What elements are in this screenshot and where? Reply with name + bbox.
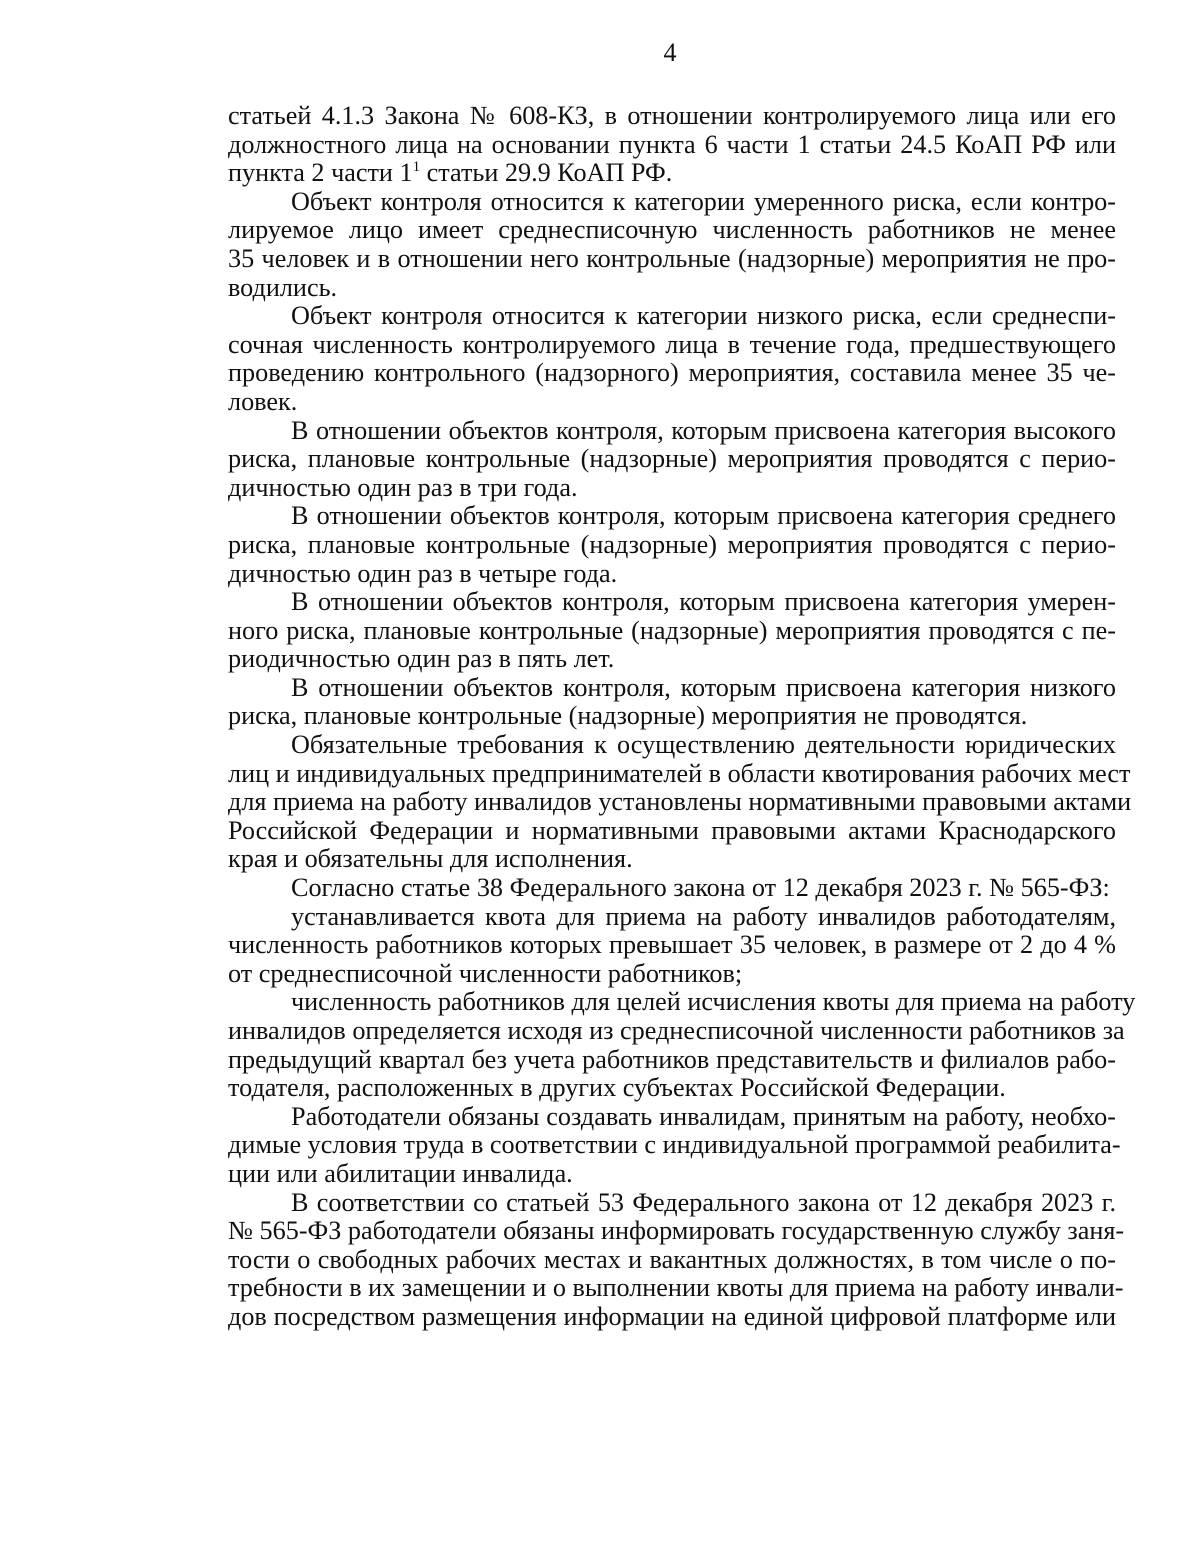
text-line: ловек. bbox=[228, 386, 298, 416]
paragraph bbox=[228, 302, 1116, 416]
text-line: ного риска, плановые контрольные (надзорные) мероприятия проводятся с пе- bbox=[228, 615, 1116, 645]
text-line: лиц и индивидуальных предпринимателей в области квотирования рабочих мест bbox=[228, 758, 1131, 788]
text-line: инвалидов определяется исходя из среднесписочной численности работников за bbox=[228, 1016, 1125, 1045]
text-line: дов посредством размещения информации на единой цифровой платформе или bbox=[228, 1301, 1116, 1331]
text-line bbox=[228, 159, 1116, 188]
paragraph bbox=[228, 674, 1116, 731]
text-line: № 565-ФЗ работодатели обязаны информировать государственную службу заня- bbox=[228, 1216, 1125, 1246]
paragraph bbox=[228, 1187, 1125, 1332]
text-line: риска, плановые контрольные (надзорные) мероприятия проводятся с перио- bbox=[228, 529, 1116, 559]
document-body bbox=[228, 101, 1136, 1332]
text-line: Обязательные требования к осуществлению деятельности юридических bbox=[291, 730, 1116, 760]
text-line: Работодатели обязаны создавать инвалидам, принятым на работу, необхо- bbox=[291, 1101, 1116, 1131]
text-line: Объект контроля относится к категории низкого риска, если среднеспи- bbox=[291, 301, 1116, 331]
text-line: В соответствии со статьей 53 Федерального закона от 12 декабря 2023 г. bbox=[291, 1187, 1116, 1217]
text-line: риска, плановые контрольные (надзорные) мероприятия проводятся с перио- bbox=[228, 444, 1116, 474]
text-line: края и обязательны для исполнения. bbox=[228, 844, 633, 874]
text-line: ции или абилитации инвалида. bbox=[228, 1158, 573, 1188]
text-line: для приема на работу инвалидов установлены нормативными правовыми актами bbox=[228, 787, 1132, 817]
text-line: должностного лица на основании пункта 6 части 1 статьи 24.5 КоАП РФ или bbox=[228, 129, 1116, 159]
text-line: тодателя, расположенных в других субъектах Российской Федерации. bbox=[228, 1073, 1006, 1103]
superscript: 1 bbox=[412, 159, 421, 176]
paragraph bbox=[228, 417, 1116, 503]
text-line: дичностью один раз в три года. bbox=[228, 472, 578, 502]
paragraph bbox=[228, 188, 1116, 302]
text-line: от среднесписочной численности работников; bbox=[228, 958, 743, 988]
paragraph bbox=[228, 874, 1116, 903]
paragraph bbox=[228, 102, 1116, 188]
paragraph bbox=[228, 903, 1116, 989]
text-line: дичностью один раз в четыре года. bbox=[228, 558, 618, 588]
text-line: проведению контрольного (надзорного) мероприятия, составила менее 35 че- bbox=[228, 358, 1116, 388]
text-line: статьей 4.1.3 Закона № 608-КЗ, в отношении контролируемого лица или его bbox=[228, 101, 1116, 130]
text-line: Согласно статье 38 Федерального закона от 12 декабря 2023 г. № 565-ФЗ: bbox=[291, 873, 1110, 903]
text-line: Российской Федерации и нормативными правовыми актами Краснодарского bbox=[228, 815, 1116, 845]
text-fragment: статьи 29.9 КоАП РФ. bbox=[420, 158, 673, 188]
text-line: тости о свободных рабочих местах и вакантных должностях, в том числе о по- bbox=[228, 1244, 1116, 1274]
text-line: В отношении объектов контроля, которым присвоена категория среднего bbox=[291, 501, 1116, 531]
text-fragment: пункта 2 части 1 bbox=[228, 158, 413, 188]
text-line: требности в их замещении и о выполнении квоты для приема на работу инвали- bbox=[228, 1273, 1124, 1303]
paragraph bbox=[228, 987, 1136, 1103]
page-number: 4 bbox=[663, 38, 677, 67]
paragraph bbox=[228, 502, 1116, 588]
text-line: лируемое лицо имеет среднесписочную численность работников не менее bbox=[228, 215, 1116, 245]
text-line: риодичностью один раз в пять лет. bbox=[228, 644, 615, 674]
text-line: предыдущий квартал без учета работников представительств и филиалов рабо- bbox=[228, 1044, 1116, 1074]
text-line: В отношении объектов контроля, которым присвоена категория умерен- bbox=[291, 587, 1116, 617]
text-line: численность работников которых превышает 35 человек, в размере от 2 до 4 % bbox=[228, 930, 1116, 960]
text-line: Объект контроля относится к категории умеренного риска, если контро- bbox=[291, 186, 1116, 216]
paragraph bbox=[228, 588, 1116, 674]
text-line: сочная численность контролируемого лица в течение года, предшествующего bbox=[228, 329, 1116, 359]
paragraph bbox=[228, 1101, 1121, 1189]
text-line: В отношении объектов контроля, которым присвоена категория высокого bbox=[291, 415, 1116, 445]
text-line: риска, плановые контрольные (надзорные) мероприятия не проводятся. bbox=[228, 701, 1028, 731]
text-line: численность работников для целей исчисления квоты для приема на работу bbox=[291, 987, 1136, 1017]
text-line: В отношении объектов контроля, которым присвоена категория низкого bbox=[291, 672, 1116, 702]
text-line: димые условия труда в соответствии с индивидуальной программой реабилита- bbox=[228, 1130, 1121, 1160]
text-line: 35 человек и в отношении него контрольные (надзорные) мероприятия не про- bbox=[228, 243, 1116, 273]
text-line: устанавливается квота для приема на работу инвалидов работодателям, bbox=[291, 901, 1116, 931]
paragraph bbox=[228, 730, 1132, 874]
text-line: водились. bbox=[228, 272, 338, 302]
